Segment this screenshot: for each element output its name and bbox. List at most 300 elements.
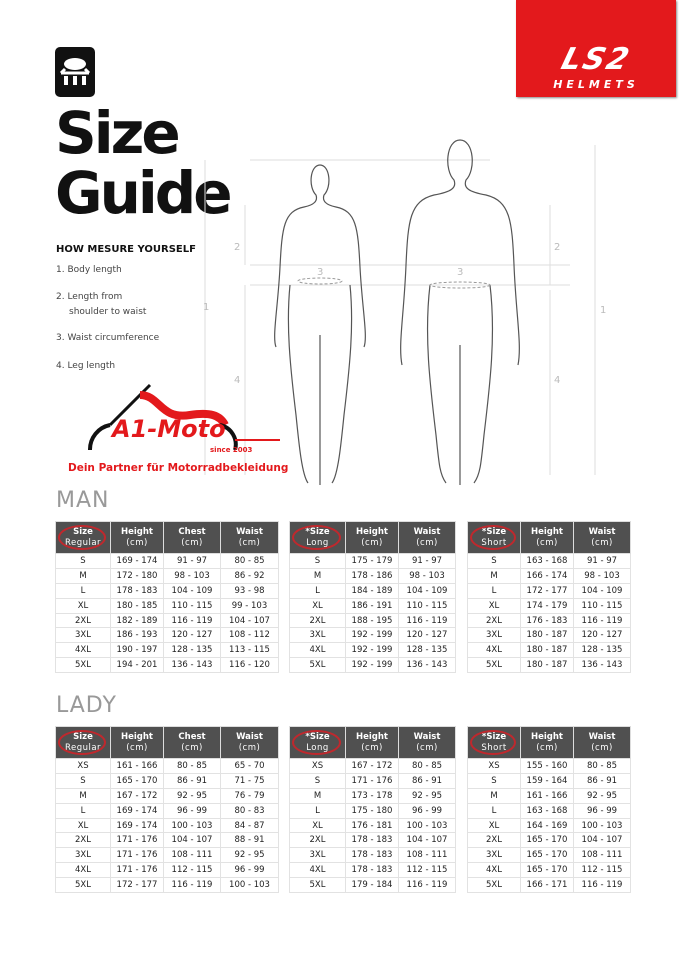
column-header xyxy=(164,727,221,759)
column-header xyxy=(399,727,456,759)
table-cell: 192 - 199 xyxy=(346,628,399,643)
table-cell: 171 - 176 xyxy=(111,848,164,863)
header-label: Chest xyxy=(178,526,206,537)
table-row xyxy=(468,788,631,803)
table-row xyxy=(56,759,279,774)
table-row xyxy=(290,643,456,658)
table-cell: 184 - 189 xyxy=(346,583,399,598)
table-cell: 171 - 176 xyxy=(346,773,399,788)
table-row xyxy=(56,628,279,643)
table-row xyxy=(56,833,279,848)
header-sublabel: Long xyxy=(306,742,329,753)
header-label: Waist xyxy=(236,526,263,537)
table-cell: 136 - 143 xyxy=(574,658,631,673)
table-cell: 4XL xyxy=(290,863,346,878)
label-1-man: 1 xyxy=(600,305,607,316)
table-cell: 5XL xyxy=(468,878,521,893)
table-cell: 108 - 111 xyxy=(164,848,221,863)
table-row xyxy=(468,773,631,788)
column-header xyxy=(346,522,399,554)
table-cell: 164 - 169 xyxy=(521,818,574,833)
table-cell: 100 - 103 xyxy=(574,818,631,833)
table-row xyxy=(468,643,631,658)
table-cell: 86 - 91 xyxy=(574,773,631,788)
header-label: *Size xyxy=(481,731,507,742)
table-cell: M xyxy=(56,568,111,583)
table-cell: 3XL xyxy=(468,628,521,643)
page-title-line2: Guide xyxy=(55,159,230,227)
table-cell: XS xyxy=(468,759,521,774)
table-cell: 99 - 103 xyxy=(221,598,279,613)
table-cell: 5XL xyxy=(56,878,111,893)
table-row xyxy=(56,568,279,583)
header-label: Size xyxy=(73,526,93,537)
table-cell: 190 - 197 xyxy=(111,643,164,658)
table-cell: XL xyxy=(56,818,111,833)
table-cell: 180 - 185 xyxy=(111,598,164,613)
table-row xyxy=(290,583,456,598)
table-cell: L xyxy=(290,803,346,818)
table-cell: 169 - 174 xyxy=(111,818,164,833)
table-cell: 178 - 183 xyxy=(346,863,399,878)
label-3-man: 3 xyxy=(457,267,464,278)
section-lady: LADY xyxy=(56,693,117,718)
table-cell: 2XL xyxy=(56,833,111,848)
column-header xyxy=(111,522,164,554)
table-row xyxy=(468,878,631,893)
table-cell: 91 - 97 xyxy=(164,554,221,569)
table-cell: 104 - 109 xyxy=(574,583,631,598)
jacket-icon xyxy=(55,47,95,97)
table-row xyxy=(290,773,456,788)
header-label: Waist xyxy=(413,526,441,537)
table-cell: 2XL xyxy=(290,613,346,628)
column-header xyxy=(164,522,221,554)
table-cell: 173 - 178 xyxy=(346,788,399,803)
header-sublabel: (cm) xyxy=(416,742,438,753)
table-cell: 96 - 99 xyxy=(221,863,279,878)
header-label: Waist xyxy=(413,731,441,742)
table-row xyxy=(56,878,279,893)
step-3: 3. Waist circumference xyxy=(56,333,160,343)
table-cell: 166 - 174 xyxy=(521,568,574,583)
column-header xyxy=(290,727,346,759)
table-cell: 98 - 103 xyxy=(399,568,456,583)
table-cell: 116 - 119 xyxy=(574,878,631,893)
table-cell: 108 - 111 xyxy=(399,848,456,863)
table-cell: 104 - 109 xyxy=(399,583,456,598)
table-cell: 166 - 171 xyxy=(521,878,574,893)
table-cell: XL xyxy=(468,818,521,833)
table-cell: 98 - 103 xyxy=(164,568,221,583)
man-regular-size-table xyxy=(55,521,279,673)
table-cell: M xyxy=(468,568,521,583)
table-row xyxy=(56,598,279,613)
table-cell: 80 - 83 xyxy=(221,803,279,818)
table-row xyxy=(56,848,279,863)
header-label: Height xyxy=(121,731,153,742)
column-header xyxy=(399,522,456,554)
table-cell: 4XL xyxy=(290,643,346,658)
table-cell: 88 - 91 xyxy=(221,833,279,848)
column-header xyxy=(111,727,164,759)
table-cell: 161 - 166 xyxy=(111,759,164,774)
step-2-cont: shoulder to waist xyxy=(69,307,147,317)
table-cell: 179 - 184 xyxy=(346,878,399,893)
header-label: Height xyxy=(531,731,563,742)
table-cell: L xyxy=(56,583,111,598)
table-cell: 3XL xyxy=(290,848,346,863)
table-cell: 161 - 166 xyxy=(521,788,574,803)
page-title-line1: Size xyxy=(55,99,178,167)
table-cell: 165 - 170 xyxy=(521,848,574,863)
header-label: *Size xyxy=(305,526,330,537)
header-sublabel: (cm) xyxy=(238,537,261,548)
table-row xyxy=(290,833,456,848)
table-cell: 2XL xyxy=(290,833,346,848)
table-cell: XL xyxy=(290,598,346,613)
header-label: Height xyxy=(121,526,153,537)
table-cell: 169 - 174 xyxy=(111,803,164,818)
table-cell: 172 - 180 xyxy=(111,568,164,583)
table-cell: XS xyxy=(290,759,346,774)
table-cell: 96 - 99 xyxy=(399,803,456,818)
lady-regular-size-table xyxy=(55,726,279,893)
table-cell: 80 - 85 xyxy=(574,759,631,774)
step-1: 1. Body length xyxy=(56,265,122,275)
header-sublabel: Regular xyxy=(64,537,102,548)
table-row xyxy=(56,658,279,673)
table-cell: S xyxy=(56,554,111,569)
table-cell: 86 - 92 xyxy=(221,568,279,583)
table-cell: 96 - 99 xyxy=(164,803,221,818)
table-cell: 171 - 176 xyxy=(111,833,164,848)
table-cell: 167 - 172 xyxy=(346,759,399,774)
table-cell: L xyxy=(468,583,521,598)
table-cell: 165 - 170 xyxy=(111,773,164,788)
header-sublabel: (cm) xyxy=(181,742,203,753)
table-cell: 120 - 127 xyxy=(574,628,631,643)
logo-text: LS2 xyxy=(557,42,635,77)
table-row xyxy=(290,848,456,863)
table-cell: S xyxy=(290,773,346,788)
table-cell: 112 - 115 xyxy=(399,863,456,878)
table-cell: 113 - 115 xyxy=(221,643,279,658)
table-cell: 3XL xyxy=(56,848,111,863)
table-cell: 163 - 168 xyxy=(521,554,574,569)
table-row xyxy=(56,613,279,628)
table-row xyxy=(468,568,631,583)
column-header xyxy=(521,522,574,554)
table-cell: 155 - 160 xyxy=(521,759,574,774)
table-cell: 104 - 107 xyxy=(221,613,279,628)
table-cell: 91 - 97 xyxy=(399,554,456,569)
table-cell: 104 - 107 xyxy=(164,833,221,848)
table-cell: 110 - 115 xyxy=(164,598,221,613)
logo-subtext: HELMETS xyxy=(553,78,639,91)
table-cell: 108 - 111 xyxy=(574,848,631,863)
table-cell: 192 - 199 xyxy=(346,658,399,673)
table-cell: 80 - 85 xyxy=(164,759,221,774)
table-cell: 4XL xyxy=(468,863,521,878)
table-cell: M xyxy=(290,568,346,583)
header-sublabel: Short xyxy=(481,537,507,548)
table-cell: 116 - 119 xyxy=(399,613,456,628)
label-4-man: 4 xyxy=(554,375,561,386)
table-cell: 167 - 172 xyxy=(111,788,164,803)
table-cell: 3XL xyxy=(56,628,111,643)
label-1: 1 xyxy=(203,302,210,313)
table-row xyxy=(468,554,631,569)
table-row xyxy=(468,818,631,833)
dealer-since: since 2003 xyxy=(210,446,253,454)
dealer-name: A1-Moto xyxy=(112,415,226,443)
table-cell: 112 - 115 xyxy=(574,863,631,878)
column-header xyxy=(56,522,111,554)
table-cell: 178 - 183 xyxy=(346,848,399,863)
table-cell: 80 - 85 xyxy=(399,759,456,774)
table-row xyxy=(468,628,631,643)
lady-short-size-table xyxy=(467,726,631,893)
table-row xyxy=(56,863,279,878)
table-row xyxy=(468,803,631,818)
man-short-size-table xyxy=(467,521,631,673)
table-cell: 3XL xyxy=(468,848,521,863)
table-row xyxy=(290,759,456,774)
table-cell: 91 - 97 xyxy=(574,554,631,569)
table-cell: XL xyxy=(468,598,521,613)
table-cell: 4XL xyxy=(56,643,111,658)
table-cell: 175 - 180 xyxy=(346,803,399,818)
table-cell: 172 - 177 xyxy=(521,583,574,598)
table-row xyxy=(290,568,456,583)
header-sublabel: (cm) xyxy=(361,742,383,753)
column-header xyxy=(346,727,399,759)
header-sublabel: (cm) xyxy=(591,742,613,753)
table-cell: 194 - 201 xyxy=(111,658,164,673)
header-label: Chest xyxy=(178,731,206,742)
table-cell: 116 - 119 xyxy=(399,878,456,893)
header-sublabel: (cm) xyxy=(126,537,148,548)
label-4: 4 xyxy=(234,375,241,386)
table-cell: 104 - 107 xyxy=(399,833,456,848)
table-cell: 100 - 103 xyxy=(164,818,221,833)
table-cell: L xyxy=(468,803,521,818)
column-header xyxy=(521,727,574,759)
table-cell: XL xyxy=(56,598,111,613)
table-cell: 116 - 120 xyxy=(221,658,279,673)
header-sublabel: (cm) xyxy=(591,537,613,548)
table-cell: 92 - 95 xyxy=(574,788,631,803)
table-cell: 128 - 135 xyxy=(164,643,221,658)
how-to-heading: HOW MESURE YOURSELF xyxy=(56,244,196,255)
header-label: Size xyxy=(73,731,93,742)
table-cell: 171 - 176 xyxy=(111,863,164,878)
header-sublabel: Long xyxy=(306,537,329,548)
table-cell: 5XL xyxy=(290,878,346,893)
table-row xyxy=(56,773,279,788)
section-man: MAN xyxy=(56,488,110,513)
table-cell: 186 - 193 xyxy=(111,628,164,643)
header-sublabel: Short xyxy=(481,742,507,753)
table-cell: 175 - 179 xyxy=(346,554,399,569)
table-cell: 180 - 187 xyxy=(521,628,574,643)
table-cell: 128 - 135 xyxy=(574,643,631,658)
table-cell: 116 - 119 xyxy=(164,613,221,628)
table-cell: 92 - 95 xyxy=(164,788,221,803)
table-cell: 178 - 186 xyxy=(346,568,399,583)
table-row xyxy=(290,598,456,613)
man-long-size-table xyxy=(289,521,456,673)
table-cell: 100 - 103 xyxy=(221,878,279,893)
table-cell: 108 - 112 xyxy=(221,628,279,643)
table-cell: 65 - 70 xyxy=(221,759,279,774)
table-row xyxy=(56,788,279,803)
table-row xyxy=(468,863,631,878)
table-cell: 136 - 143 xyxy=(399,658,456,673)
header-sublabel: (cm) xyxy=(238,742,261,753)
table-cell: 165 - 170 xyxy=(521,833,574,848)
table-cell: 80 - 85 xyxy=(221,554,279,569)
header-label: Waist xyxy=(588,526,616,537)
table-cell: S xyxy=(56,773,111,788)
table-row xyxy=(290,878,456,893)
table-cell: 98 - 103 xyxy=(574,568,631,583)
table-cell: 176 - 181 xyxy=(346,818,399,833)
table-cell: 2XL xyxy=(468,613,521,628)
table-cell: 176 - 183 xyxy=(521,613,574,628)
header-label: Height xyxy=(356,526,388,537)
table-cell: 116 - 119 xyxy=(574,613,631,628)
table-row xyxy=(290,788,456,803)
table-cell: XL xyxy=(290,818,346,833)
header-sublabel: (cm) xyxy=(536,537,558,548)
ls2-helmets-logo xyxy=(516,0,676,97)
table-row xyxy=(468,658,631,673)
column-header xyxy=(221,727,279,759)
table-cell: 178 - 183 xyxy=(346,833,399,848)
table-row xyxy=(468,833,631,848)
step-4: 4. Leg length xyxy=(56,361,116,371)
table-cell: 182 - 189 xyxy=(111,613,164,628)
column-header xyxy=(468,522,521,554)
label-2: 2 xyxy=(234,242,241,253)
table-cell: 169 - 174 xyxy=(111,554,164,569)
table-row xyxy=(290,863,456,878)
table-cell: 172 - 177 xyxy=(111,878,164,893)
header-sublabel: (cm) xyxy=(181,537,203,548)
table-cell: 165 - 170 xyxy=(521,863,574,878)
table-cell: 4XL xyxy=(56,863,111,878)
table-cell: S xyxy=(468,554,521,569)
table-row xyxy=(468,583,631,598)
table-row xyxy=(56,554,279,569)
table-cell: 93 - 98 xyxy=(221,583,279,598)
table-cell: L xyxy=(290,583,346,598)
column-header xyxy=(221,522,279,554)
table-cell: 5XL xyxy=(56,658,111,673)
table-row xyxy=(56,643,279,658)
table-cell: 2XL xyxy=(56,613,111,628)
table-cell: 76 - 79 xyxy=(221,788,279,803)
header-label: Height xyxy=(531,526,563,537)
header-label: *Size xyxy=(481,526,507,537)
table-cell: 92 - 95 xyxy=(221,848,279,863)
table-cell: 86 - 91 xyxy=(164,773,221,788)
column-header xyxy=(468,727,521,759)
table-cell: 104 - 107 xyxy=(574,833,631,848)
table-row xyxy=(468,613,631,628)
table-cell: 186 - 191 xyxy=(346,598,399,613)
table-cell: 2XL xyxy=(468,833,521,848)
lady-long-size-table xyxy=(289,726,456,893)
table-row xyxy=(290,658,456,673)
table-row xyxy=(468,598,631,613)
table-cell: 104 - 109 xyxy=(164,583,221,598)
table-row xyxy=(468,759,631,774)
table-cell: 92 - 95 xyxy=(399,788,456,803)
table-cell: M xyxy=(290,788,346,803)
table-cell: 4XL xyxy=(468,643,521,658)
table-cell: 71 - 75 xyxy=(221,773,279,788)
table-row xyxy=(56,583,279,598)
table-row xyxy=(290,803,456,818)
table-row xyxy=(290,628,456,643)
table-cell: 5XL xyxy=(290,658,346,673)
column-header xyxy=(56,727,111,759)
table-cell: M xyxy=(56,788,111,803)
table-cell: 5XL xyxy=(468,658,521,673)
table-cell: 174 - 179 xyxy=(521,598,574,613)
table-cell: 180 - 187 xyxy=(521,643,574,658)
table-cell: 163 - 168 xyxy=(521,803,574,818)
table-cell: S xyxy=(290,554,346,569)
table-cell: 180 - 187 xyxy=(521,658,574,673)
table-row xyxy=(290,818,456,833)
table-row xyxy=(468,848,631,863)
header-label: Waist xyxy=(236,731,263,742)
table-row xyxy=(56,803,279,818)
label-2-man: 2 xyxy=(554,242,561,253)
table-cell: 159 - 164 xyxy=(521,773,574,788)
label-3: 3 xyxy=(317,267,324,278)
step-2: 2. Length from xyxy=(56,292,123,302)
header-label: *Size xyxy=(305,731,330,742)
table-cell: 84 - 87 xyxy=(221,818,279,833)
header-sublabel: (cm) xyxy=(416,537,438,548)
table-cell: 120 - 127 xyxy=(399,628,456,643)
a1-moto-logo xyxy=(70,380,290,480)
column-header xyxy=(290,522,346,554)
table-cell: 188 - 195 xyxy=(346,613,399,628)
header-sublabel: Regular xyxy=(64,742,102,753)
table-cell: 128 - 135 xyxy=(399,643,456,658)
table-cell: 120 - 127 xyxy=(164,628,221,643)
table-cell: 86 - 91 xyxy=(399,773,456,788)
header-label: Waist xyxy=(588,731,616,742)
table-cell: 110 - 115 xyxy=(399,598,456,613)
table-cell: XS xyxy=(56,759,111,774)
table-cell: 116 - 119 xyxy=(164,878,221,893)
table-cell: 136 - 143 xyxy=(164,658,221,673)
header-sublabel: (cm) xyxy=(536,742,558,753)
dealer-tagline: Dein Partner für Motorradbekleidung xyxy=(68,462,289,474)
table-cell: 192 - 199 xyxy=(346,643,399,658)
table-cell: 178 - 183 xyxy=(111,583,164,598)
table-cell: 110 - 115 xyxy=(574,598,631,613)
header-sublabel: (cm) xyxy=(126,742,148,753)
table-cell: 100 - 103 xyxy=(399,818,456,833)
